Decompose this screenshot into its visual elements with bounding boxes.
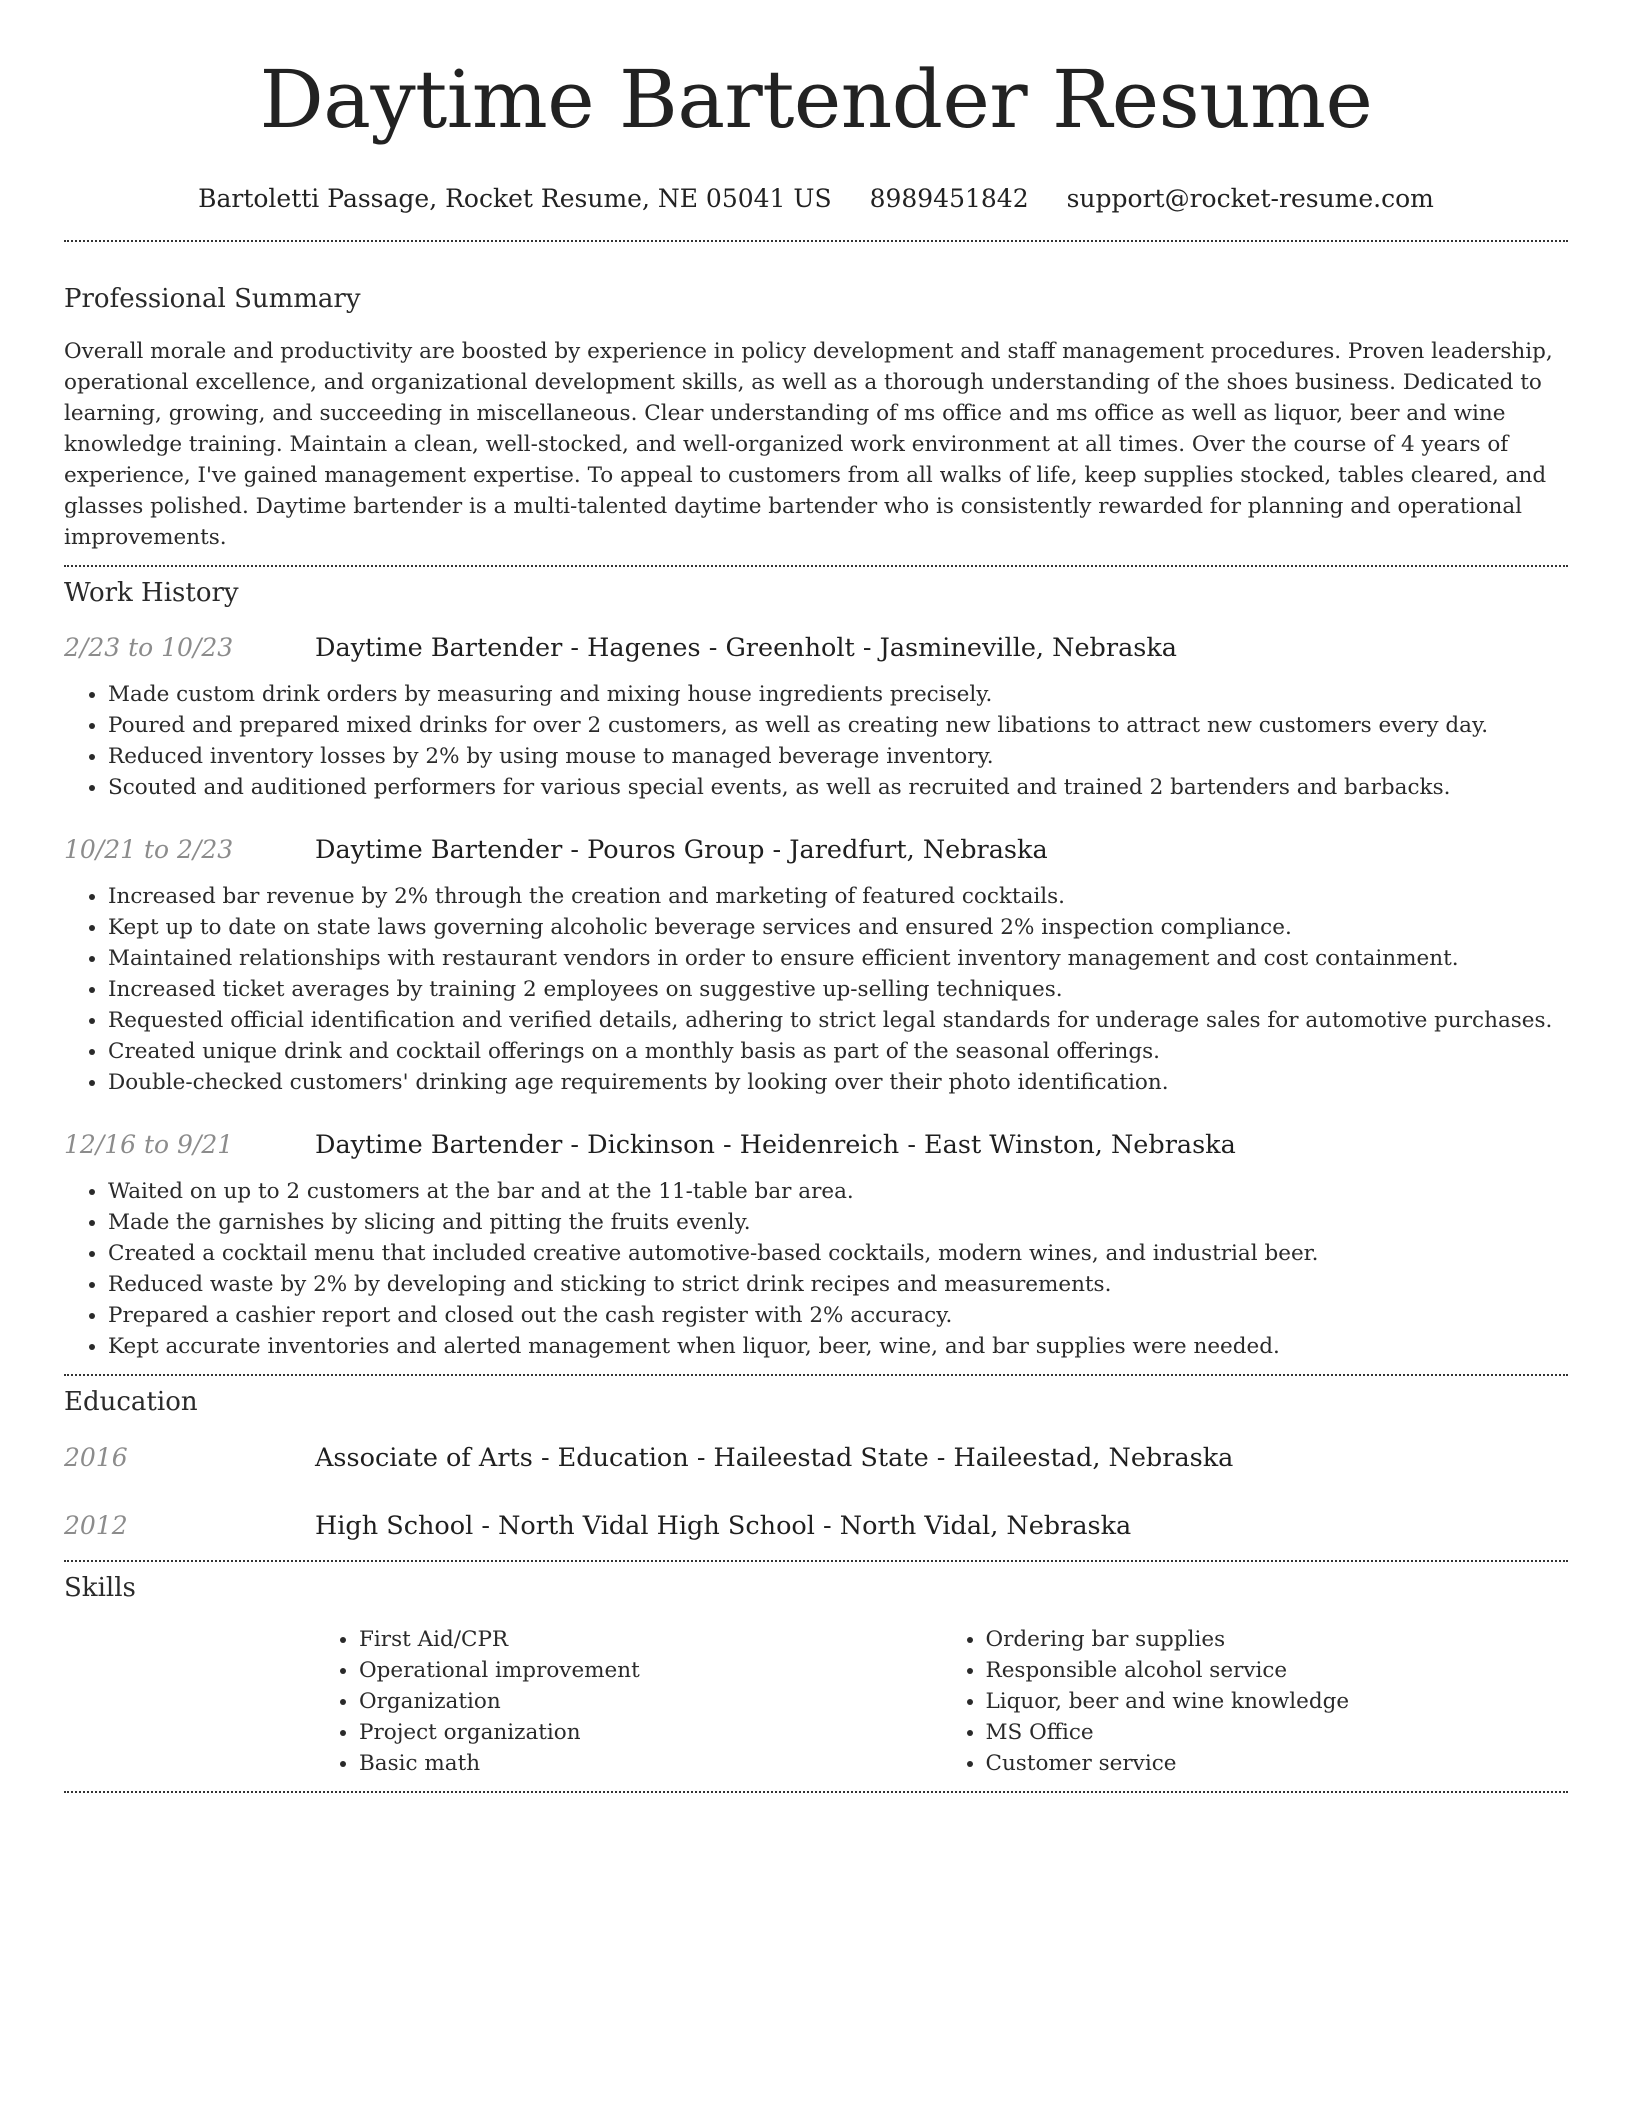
job-dates: 12/16 to 9/21 <box>64 1130 234 1159</box>
skill-item: • Responsible alcohol service <box>986 1655 1569 1686</box>
skills-list <box>315 1624 1568 1779</box>
resume-page <box>64 0 1568 1793</box>
skill-item: • Customer service <box>986 1748 1569 1779</box>
skill-item: • Ordering bar supplies <box>986 1624 1569 1655</box>
job-dates: 2/23 to 10/23 <box>64 633 234 662</box>
address: Bartoletti Passage, Rocket Resume, NE 05041 US <box>198 184 832 213</box>
skill-item: • MS Office <box>986 1717 1569 1748</box>
list-item: • Made custom drink orders by measuring and mixing house ingredients precisely. <box>108 679 1568 710</box>
phone: 8989451842 <box>869 184 1029 213</box>
education-entry <box>64 1509 1568 1543</box>
job-entry <box>64 631 1568 803</box>
list-item: • Double-checked customers' drinking age requirements by looking over their photo identification. <box>108 1067 1568 1098</box>
job-title: Daytime Bartender - Pouros Group - Jaredfurt, Nebraska <box>315 835 1048 865</box>
skills-column-left <box>315 1624 942 1779</box>
list-item: • Made the garnishes by slicing and pitting the fruits evenly. <box>108 1207 1568 1238</box>
education-entry <box>64 1441 1568 1475</box>
job-dates: 10/21 to 2/23 <box>64 835 234 864</box>
summary-text: Overall morale and productivity are boosted by experience in policy development and staff management procedures. Proven leadership, operational excellence, and organizational development skills, as well as a thorough understanding of the shoes business. Dedicated to learning, growing, and succeeding in miscellaneous. Clear understanding of ms office and ms office as well as liquor, beer and wine knowledge training. Maintain a clean, well-stocked, and well-organized work environment at all times. Over the course of 4 years of experience, I've gained management expertise. To appeal to customers from all walks of life, keep supplies stocked, tables cleared, and glasses polished. Daytime bartender is a multi-talented daytime bartender who is consistently rewarded for planning and operational improvements. <box>64 339 1553 550</box>
skill-item: • First Aid/CPR <box>359 1624 942 1655</box>
skill-item: • Organization <box>359 1686 942 1717</box>
skill-item: • Basic math <box>359 1748 942 1779</box>
education-year: 2012 <box>64 1511 128 1540</box>
divider <box>64 565 1568 567</box>
skill-item: • Project organization <box>359 1717 942 1748</box>
divider <box>64 1374 1568 1376</box>
list-item: • Reduced waste by 2% by developing and sticking to strict drink recipes and measurements. <box>108 1269 1568 1300</box>
list-item: • Increased bar revenue by 2% through the creation and marketing of featured cocktails. <box>108 881 1568 912</box>
job-bullets <box>64 881 1568 1098</box>
education-detail: Associate of Arts - Education - Haileestad State - Haileestad, Nebraska <box>315 1443 1234 1473</box>
job-entry <box>64 833 1568 1098</box>
list-item: • Reduced inventory losses by 2% by using mouse to managed beverage inventory. <box>108 741 1568 772</box>
list-item: • Created unique drink and cocktail offerings on a monthly basis as part of the seasonal offerings. <box>108 1036 1568 1067</box>
skill-item: • Liquor, beer and wine knowledge <box>986 1686 1569 1717</box>
job-title: Daytime Bartender - Hagenes - Greenholt - Jasmineville, Nebraska <box>315 633 1178 663</box>
list-item: • Kept accurate inventories and alerted management when liquor, beer, wine, and bar supplies were needed. <box>108 1331 1568 1362</box>
list-item: • Maintained relationships with restaurant vendors in order to ensure efficient inventory management and cost containment. <box>108 943 1568 974</box>
list-item: • Prepared a cashier report and closed out the cash register with 2% accuracy. <box>108 1300 1568 1331</box>
list-item: • Kept up to date on state laws governing alcoholic beverage services and ensured 2% inspection compliance. <box>108 912 1568 943</box>
job-bullets <box>64 679 1568 803</box>
divider <box>64 1560 1568 1562</box>
job-title: Daytime Bartender - Dickinson - Heidenreich - East Winston, Nebraska <box>315 1130 1236 1160</box>
divider <box>64 240 1568 242</box>
resume-title: Daytime Bartender Resume <box>259 53 1373 146</box>
list-item: • Requested official identification and verified details, adhering to strict legal standards for underage sales for automotive purchases. <box>108 1005 1568 1036</box>
education-year: 2016 <box>64 1443 128 1472</box>
section-heading-education: Education <box>64 1387 198 1417</box>
job-entry <box>64 1128 1568 1362</box>
list-item: • Scouted and auditioned performers for various special events, as well as recruited and trained 2 bartenders and barbacks. <box>108 772 1568 803</box>
section-heading-skills: Skills <box>64 1573 136 1603</box>
email: support@rocket-resume.com <box>1066 184 1434 213</box>
divider <box>64 1791 1568 1793</box>
list-item: • Waited on up to 2 customers at the bar and at the 11-table bar area. <box>108 1176 1568 1207</box>
section-heading-summary: Professional Summary <box>64 284 361 314</box>
contact-line <box>64 182 1568 216</box>
skills-column-right <box>942 1624 1569 1779</box>
section-heading-work: Work History <box>64 578 239 608</box>
list-item: • Created a cocktail menu that included creative automotive-based cocktails, modern wines, and industrial beer. <box>108 1238 1568 1269</box>
job-bullets <box>64 1176 1568 1362</box>
education-detail: High School - North Vidal High School - North Vidal, Nebraska <box>315 1511 1132 1541</box>
skill-item: • Operational improvement <box>359 1655 942 1686</box>
list-item: • Increased ticket averages by training 2 employees on suggestive up-selling techniques. <box>108 974 1568 1005</box>
list-item: • Poured and prepared mixed drinks for over 2 customers, as well as creating new libations to attract new customers every day. <box>108 710 1568 741</box>
